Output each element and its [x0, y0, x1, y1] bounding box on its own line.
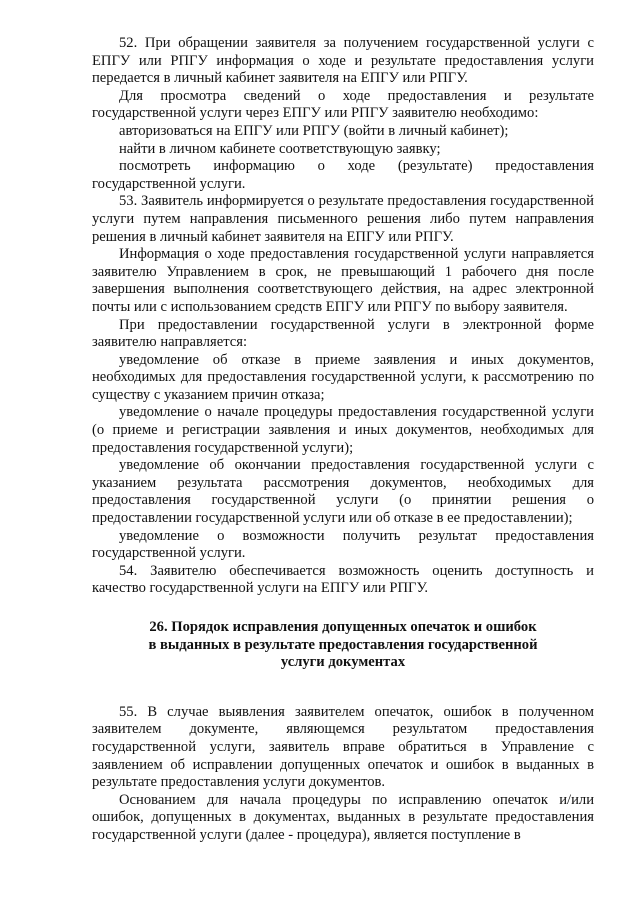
- heading-line-1: 26. Порядок исправления допущенных опечаток и ошибок: [149, 619, 537, 635]
- list-item-view-progress: посмотреть информацию о ходе (результате) предоставления государственной услуги.: [92, 158, 594, 192]
- paragraph-electronic-form: При предоставлении государственной услуги в электронной форме заявителю направляется:: [92, 316, 594, 351]
- heading-line-2: в выданных в результате предоставления государственной: [148, 636, 538, 653]
- list-item-authorize: авторизоваться на ЕПГУ или РПГУ (войти в личный кабинет);: [119, 122, 509, 139]
- paragraph-52: 52. При обращении заявителя за получением государственной услуги с ЕПГУ или РПГУ информация о ходе и результате предоставления услуги передается в личный кабинет заявителя на ЕПГУ или РПГУ.: [92, 35, 594, 87]
- paragraph-info-deadline: Информация о ходе предоставления государственной услуги направляется заявителю Управлением в срок, не превышающий 1 рабочего дня после завершения выполнения соответствующего действия, на адрес электронной почты или с использованием средств ЕПГУ или РПГУ по выбору заявителя.: [92, 246, 594, 315]
- list-item-result-notice: уведомление о возможности получить результат предоставления государственной услуги.: [92, 527, 594, 562]
- list-item-find-request: найти в личном кабинете соответствующую заявку;: [119, 140, 441, 157]
- list-item-completion-notice: уведомление об окончании предоставления государственной услуги с указанием результата рассмотрения документов, необходимых для предоставления государственной услуги (о принятии решения о предоставлении государственной услуги или об отказе в ее предоставлении);: [92, 457, 594, 527]
- section-heading-26: [100, 619, 586, 672]
- paragraph-54: 54. Заявителю обеспечивается возможность оценить доступность и качество государственной услуги на ЕПГУ или РПГУ.: [92, 562, 594, 597]
- paragraph-53: 53. Заявитель информируется о результате предоставления государственной услуги путем направления письменного решения либо путем направления решения в личный кабинет заявителя на ЕПГУ или РПГУ.: [92, 193, 594, 245]
- heading-line-3: услуги документах: [280, 654, 406, 671]
- paragraph-procedure-basis: Основанием для начала процедуры по исправлению опечаток и/или ошибок, допущенных в документах, выданных в результате предоставления государственной услуги (далее - процедура), является поступление в: [92, 791, 594, 843]
- paragraph-view-info: Для просмотра сведений о ходе предоставления и результате государственной услуги через ЕПГУ или РПГУ заявителю необходимо:: [92, 87, 594, 122]
- list-item-start-notice: уведомление о начале процедуры предоставления государственной услуги (о приеме и регистрации заявления и иных документов, необходимых для предоставления государственной услуги);: [92, 404, 594, 456]
- list-item-refusal-notice: уведомление об отказе в приеме заявления и иных документов, необходимых для предоставления государственной услуги, к рассмотрению по существу с указанием причин отказа;: [92, 351, 594, 403]
- paragraph-55: 55. В случае выявления заявителем опечаток, ошибок в полученном заявителем документе, являющемся результатом предоставления государственной услуги, заявитель вправе обратиться в Управление с заявлением об исправлении допущенных опечаток и ошибок в выданных в результате предоставления услуги документов.: [92, 703, 594, 791]
